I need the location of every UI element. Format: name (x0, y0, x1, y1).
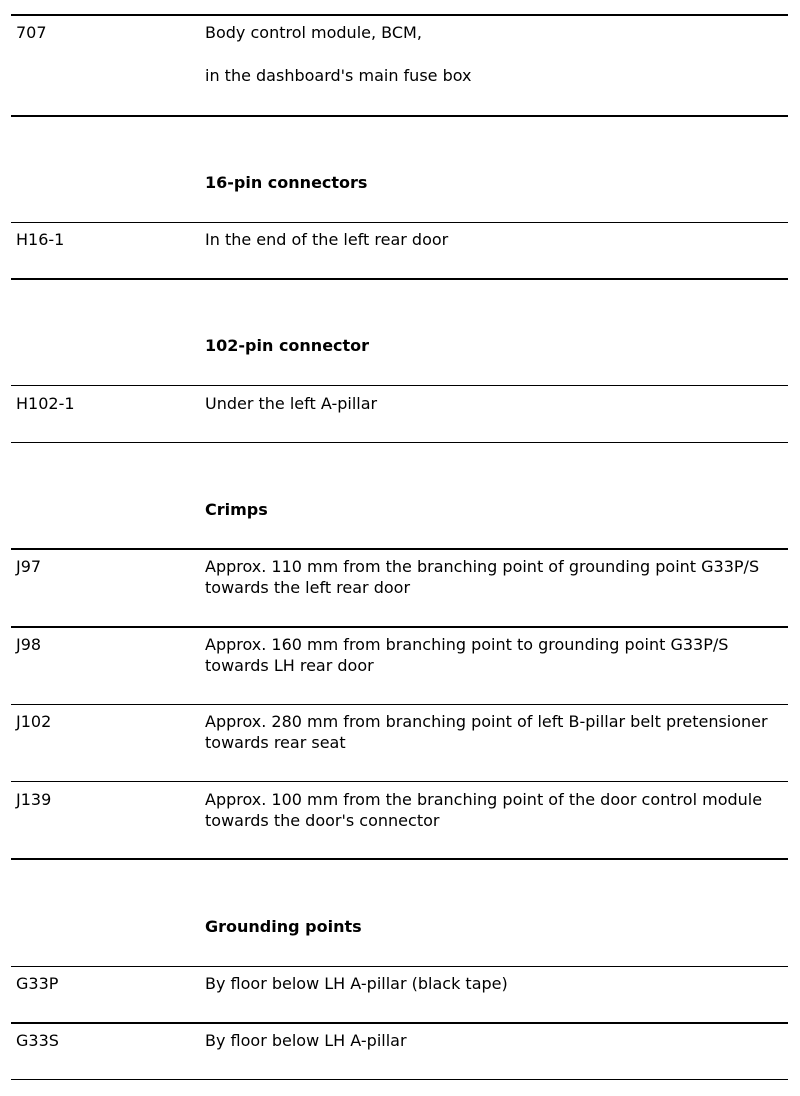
table-rule (11, 222, 788, 223)
table-rule (11, 704, 788, 705)
component-code: H102-1 (16, 394, 75, 413)
table-rule (11, 115, 788, 117)
section-heading-102-pin-connector: 102-pin connector (205, 336, 370, 355)
table-rule (11, 442, 788, 443)
component-description-location: in the dashboard's main fuse box (205, 66, 472, 85)
table-rule (11, 385, 788, 386)
component-description: Approx. 280 mm from branching point of left B-pillar belt pretensioner towards rear seat (205, 712, 768, 752)
table-rule (11, 1022, 788, 1024)
component-code: J98 (16, 635, 42, 654)
component-description: By floor below LH A-pillar (205, 1031, 407, 1050)
section-heading-crimps: Crimps (205, 500, 268, 519)
component-description: Approx. 110 mm from the branching point of grounding point G33P/S towards the left rear door (205, 557, 760, 597)
table-rule (11, 14, 788, 16)
component-code: G33P (16, 974, 59, 993)
component-code: J97 (16, 557, 42, 576)
component-description: Approx. 100 mm from the branching point of the door control module towards the door's connector (205, 790, 763, 830)
table-rule (11, 278, 788, 280)
component-code: J139 (16, 790, 52, 809)
table-rule (11, 548, 788, 550)
component-description: Approx. 160 mm from branching point to grounding point G33P/S towards LH rear door (205, 635, 729, 675)
component-description: Body control module, BCM, (205, 23, 422, 42)
table-rule (11, 966, 788, 967)
component-code: H16-1 (16, 230, 65, 249)
section-heading-grounding-points: Grounding points (205, 917, 362, 936)
component-description: By floor below LH A-pillar (black tape) (205, 974, 508, 993)
table-rule (11, 781, 788, 782)
table-rule (11, 1079, 788, 1080)
table-rule (11, 858, 788, 860)
component-description: Under the left A-pillar (205, 394, 378, 413)
component-description: In the end of the left rear door (205, 230, 449, 249)
table-rule (11, 626, 788, 628)
section-heading-16-pin-connectors: 16-pin connectors (205, 173, 368, 192)
component-code: G33S (16, 1031, 59, 1050)
component-code: 707 (16, 23, 47, 42)
component-code: J102 (16, 712, 52, 731)
